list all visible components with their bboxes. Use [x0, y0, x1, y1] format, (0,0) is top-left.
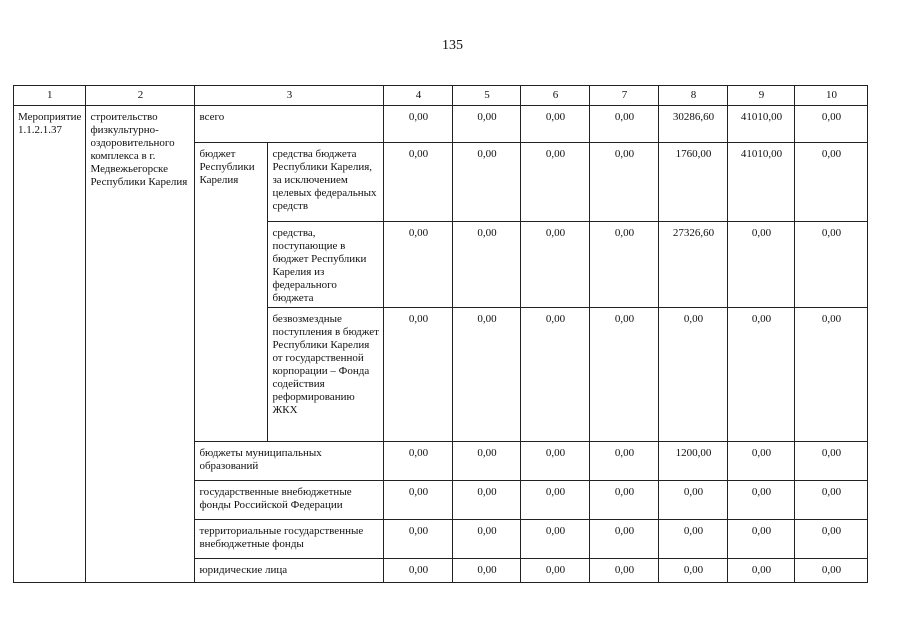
value-cell: 0,00: [384, 143, 453, 222]
funding-source: безвозмездные поступления в бюджет Республики Карелия от государственной корпорации – Фонда содействия реформированию ЖКХ: [268, 308, 384, 442]
value-cell: 0,00: [590, 559, 659, 583]
funding-group: бюджет Республики Карелия: [195, 143, 268, 442]
value-cell: 0,00: [659, 559, 728, 583]
col-header-3: 3: [195, 86, 384, 106]
value-cell: 0,00: [384, 106, 453, 143]
funding-source: государственные внебюджетные фонды Российской Федерации: [195, 481, 384, 520]
value-cell: 0,00: [795, 442, 868, 481]
value-cell: 0,00: [384, 308, 453, 442]
value-cell: 0,00: [728, 481, 795, 520]
value-cell: 0,00: [590, 442, 659, 481]
value-cell: 0,00: [453, 106, 521, 143]
value-cell: 27326,60: [659, 222, 728, 308]
funding-source: территориальные государственные внебюджетные фонды: [195, 520, 384, 559]
value-cell: 0,00: [384, 442, 453, 481]
col-header-6: 6: [521, 86, 590, 106]
value-cell: 0,00: [590, 520, 659, 559]
value-cell: 0,00: [384, 559, 453, 583]
value-cell: 1760,00: [659, 143, 728, 222]
col-header-5: 5: [453, 86, 521, 106]
value-cell: 0,00: [521, 106, 590, 143]
value-cell: 0,00: [521, 143, 590, 222]
value-cell: 0,00: [521, 520, 590, 559]
value-cell: 0,00: [590, 222, 659, 308]
value-cell: 0,00: [384, 481, 453, 520]
funding-source: бюджеты муниципальных образований: [195, 442, 384, 481]
table-row: [14, 106, 868, 143]
value-cell: 0,00: [453, 481, 521, 520]
value-cell: 0,00: [521, 559, 590, 583]
value-cell: 0,00: [795, 520, 868, 559]
value-cell: 0,00: [384, 520, 453, 559]
value-cell: 0,00: [453, 308, 521, 442]
value-cell: 0,00: [728, 520, 795, 559]
value-cell: 0,00: [659, 520, 728, 559]
value-cell: 0,00: [795, 308, 868, 442]
page-number: 135: [442, 38, 463, 53]
col-header-10: 10: [795, 86, 868, 106]
value-cell: 0,00: [590, 481, 659, 520]
value-cell: 0,00: [521, 308, 590, 442]
funding-source: юридические лица: [195, 559, 384, 583]
funding-source: средства бюджета Республики Карелия, за исключением целевых федеральных средств: [268, 143, 384, 222]
value-cell: 0,00: [728, 442, 795, 481]
activity-id: Мероприятие 1.1.2.1.37: [14, 106, 86, 583]
value-cell: 1200,00: [659, 442, 728, 481]
activity-description: строительство физкультурно-оздоровительного комплекса в г. Медвежьегорске Республики Карелия: [86, 106, 195, 583]
value-cell: 0,00: [728, 222, 795, 308]
col-header-8: 8: [659, 86, 728, 106]
value-cell: 0,00: [590, 106, 659, 143]
value-cell: 0,00: [728, 559, 795, 583]
value-cell: 0,00: [590, 143, 659, 222]
value-cell: 0,00: [453, 442, 521, 481]
value-cell: 0,00: [795, 559, 868, 583]
value-cell: 0,00: [659, 308, 728, 442]
funding-source: средства, поступающие в бюджет Республики Карелия из федерального бюджета: [268, 222, 384, 308]
col-header-2: 2: [86, 86, 195, 106]
value-cell: 0,00: [521, 222, 590, 308]
value-cell: 41010,00: [728, 106, 795, 143]
value-cell: 0,00: [453, 559, 521, 583]
value-cell: 0,00: [521, 481, 590, 520]
col-header-4: 4: [384, 86, 453, 106]
value-cell: 41010,00: [728, 143, 795, 222]
value-cell: 0,00: [795, 106, 868, 143]
value-cell: 0,00: [453, 222, 521, 308]
value-cell: 0,00: [521, 442, 590, 481]
col-header-1: 1: [14, 86, 86, 106]
value-cell: 0,00: [795, 143, 868, 222]
value-cell: 0,00: [795, 481, 868, 520]
value-cell: 0,00: [453, 143, 521, 222]
value-cell: 0,00: [384, 222, 453, 308]
budget-table: [13, 85, 868, 583]
value-cell: 0,00: [590, 308, 659, 442]
value-cell: 0,00: [659, 481, 728, 520]
value-cell: 0,00: [795, 222, 868, 308]
funding-source: всего: [195, 106, 384, 143]
value-cell: 30286,60: [659, 106, 728, 143]
col-header-9: 9: [728, 86, 795, 106]
header-row: [14, 86, 868, 106]
col-header-7: 7: [590, 86, 659, 106]
value-cell: 0,00: [453, 520, 521, 559]
value-cell: 0,00: [728, 308, 795, 442]
